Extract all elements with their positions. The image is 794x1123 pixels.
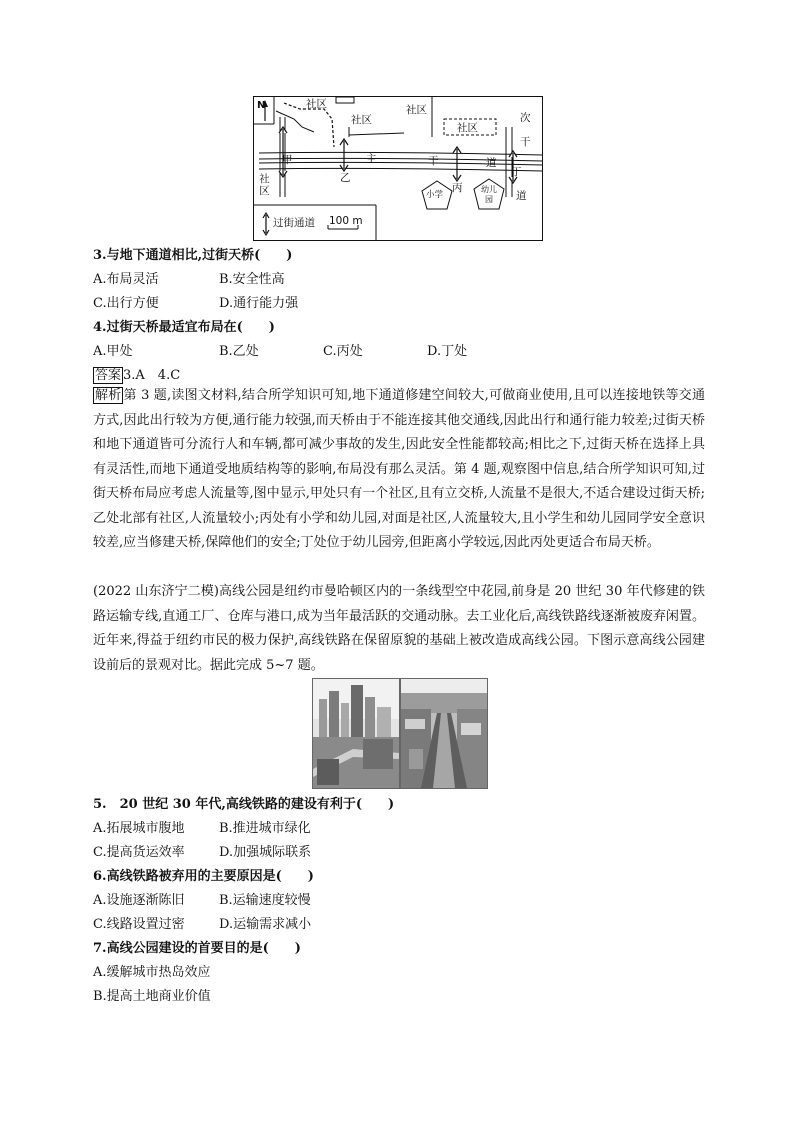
photo-after-construction bbox=[400, 678, 488, 789]
community-label: 社区 bbox=[457, 122, 478, 134]
scale-label: 100 m bbox=[329, 215, 363, 227]
option-c: C.提高货运效率 bbox=[93, 845, 185, 860]
analysis-text: 第 3 题,读图文材料,结合所学知识可知,地下通道修建空间较大,可做商业使用,且可以连接地铁等交通方式,因此出行较为方便,通行能力较强,而天桥由于不能连接其他交通线,因此出行和通行能力较差;过街天桥和地下通道皆可分流行人和车辆,都可减少事故的发生,因此安全性能都较高;相比之下,过街天桥在选择上具有灵活性,而地下通道受地质结构等的影响,布局没有那么灵活。第 4 题,观察图中信息,结合所学知识可知,过街天桥布局应考虑人流量等,图中显示,甲处只有一个社区,且有立交桥,人流量不是很大,不适合建设过街天桥;乙处北部有社区,人流量较小;丙处有小学和幼儿园,对面是社区,人流量较大,且小学生和幼儿园同学安全意识较差,应当修建天桥,保障他们的安全;丁处位于幼儿园旁,但距离小学较远,因此丙处更适合布局天桥。 bbox=[93, 388, 705, 550]
question-4-stem: 4.过街天桥最适宜布局在( ) bbox=[93, 320, 275, 335]
street-map-figure bbox=[253, 96, 543, 241]
option-b: B.推进城市绿化 bbox=[219, 821, 311, 836]
road-label: 道 bbox=[486, 157, 497, 169]
community-label: 社区 bbox=[259, 173, 270, 197]
question-7-stem: 7.高线公园建设的首要目的是( ) bbox=[93, 941, 301, 956]
location-ding: 丁 bbox=[511, 166, 522, 178]
road-label: 干 bbox=[428, 155, 439, 167]
answer-line bbox=[93, 367, 180, 385]
legend-label: 过街通道 bbox=[273, 217, 315, 229]
road-label: 干 bbox=[520, 136, 531, 148]
option-c: C.出行方便 bbox=[93, 296, 159, 311]
school-label: 小学 bbox=[426, 190, 444, 200]
material-paragraph: (2022 山东济宁二模)高线公园是纽约市曼哈顿区内的一条线型空中花园,前身是 20 世纪 30 年代修建的铁路运输专线,直通工厂、仓库与港口,成为当年最活跃的交通动脉。去工业化后,高线铁路线逐渐被废弃闲置。近年来,得益于纽约市民的极力保护,高线铁路在保留原貌的基础上被改造成高线公园。下图示意高线公园建设前后的景观对比。据此完成 5~7 题。 bbox=[93, 584, 705, 673]
road-label: 次 bbox=[520, 112, 531, 124]
answer-text: 3.A 4.C bbox=[123, 368, 181, 383]
option-d: D.加强城际联系 bbox=[219, 845, 312, 860]
analysis-paragraph bbox=[93, 384, 705, 556]
option-b: B.运输速度较慢 bbox=[219, 893, 311, 908]
answer-label: 答案 bbox=[95, 368, 122, 383]
community-label: 社区 bbox=[406, 104, 427, 116]
option-a: A.布局灵活 bbox=[93, 272, 159, 287]
option-a: A.拓展城市腹地 bbox=[93, 821, 185, 836]
photo-before-construction bbox=[312, 678, 400, 789]
community-label: 社区 bbox=[351, 114, 372, 126]
location-jia: 甲 bbox=[282, 154, 293, 166]
option-a: A.缓解城市热岛效应 bbox=[93, 965, 211, 980]
option-b: B.乙处 bbox=[219, 344, 259, 359]
option-b: B.提高土地商业价值 bbox=[93, 989, 211, 1004]
option-d: D.丁处 bbox=[427, 344, 468, 359]
road-label: 道 bbox=[516, 190, 527, 202]
option-c: C.丙处 bbox=[323, 344, 363, 359]
question-3-stem: 3.与地下通道相比,过街天桥( ) bbox=[93, 248, 293, 263]
option-b: B.安全性高 bbox=[219, 272, 285, 287]
option-d: D.通行能力强 bbox=[219, 296, 299, 311]
option-d: D.运输需求减小 bbox=[219, 917, 312, 932]
kindergarten-label: 幼儿园 bbox=[481, 185, 497, 204]
north-label: N bbox=[257, 100, 266, 111]
option-a: A.设施逐渐陈旧 bbox=[93, 893, 185, 908]
analysis-label: 解析 bbox=[95, 388, 122, 403]
question-5-stem: 5. 20 世纪 30 年代,高线铁路的建设有利于( ) bbox=[93, 797, 395, 812]
location-bing: 丙 bbox=[452, 182, 463, 194]
option-c: C.线路设置过密 bbox=[93, 917, 185, 932]
option-a: A.甲处 bbox=[93, 344, 133, 359]
road-label: 主 bbox=[366, 153, 377, 165]
community-label: 社区 bbox=[306, 98, 327, 110]
location-yi: 乙 bbox=[340, 172, 351, 184]
question-6-stem: 6.高线铁路被弃用的主要原因是( ) bbox=[93, 869, 314, 884]
